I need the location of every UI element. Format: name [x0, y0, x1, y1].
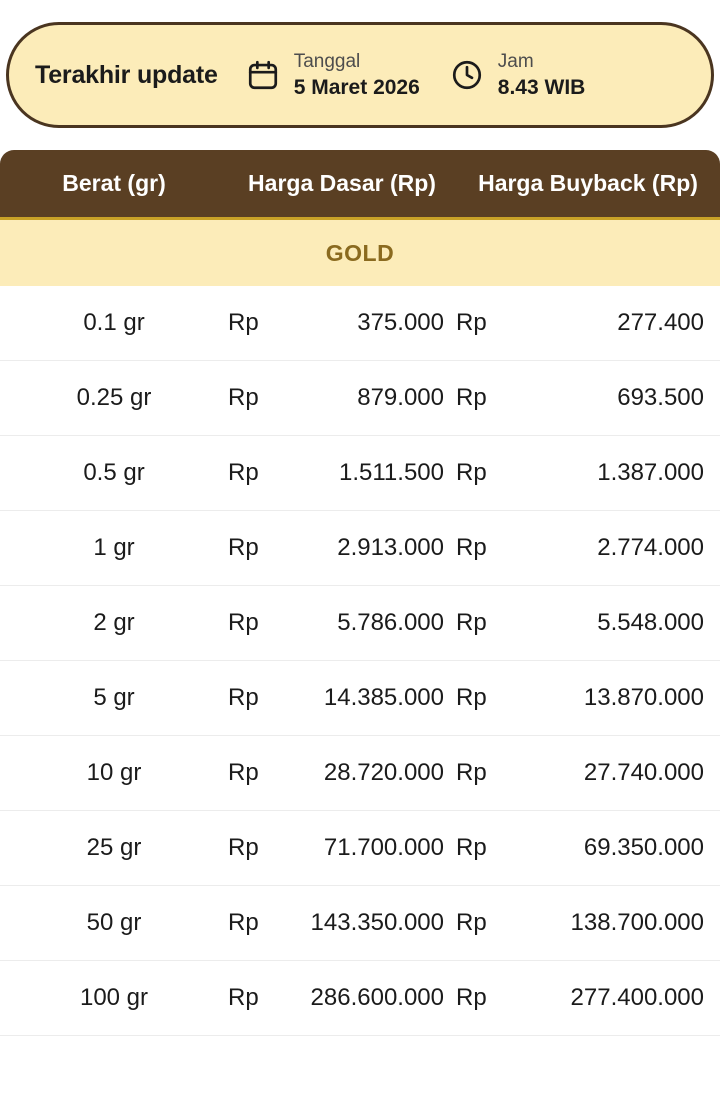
cell-weight: 5 gr — [93, 684, 135, 711]
table-row[interactable] — [0, 961, 720, 1036]
cell-base-price — [228, 459, 456, 487]
cell-weight: 50 gr — [86, 909, 142, 936]
section-label: GOLD — [325, 239, 395, 266]
cell-buyback-price — [456, 309, 720, 337]
currency-label: Rp — [228, 384, 259, 411]
currency-label: Rp — [228, 309, 259, 336]
table-section-gold — [0, 220, 720, 286]
buyback-price-amount: 13.870.000 — [583, 684, 704, 711]
base-price-amount: 286.600.000 — [310, 984, 444, 1011]
last-update-banner — [6, 22, 714, 128]
cell-base-price — [228, 534, 456, 562]
base-price-amount: 143.350.000 — [310, 909, 444, 936]
update-date-text — [294, 50, 420, 101]
table-row[interactable] — [0, 361, 720, 436]
buyback-price-amount: 1.387.000 — [597, 459, 704, 486]
cell-base-price — [228, 609, 456, 637]
cell-weight: 0.5 gr — [83, 459, 145, 486]
base-price-amount: 1.511.500 — [339, 459, 444, 486]
update-time-label: Jam — [497, 50, 534, 72]
calendar-icon — [246, 58, 280, 92]
base-price-amount: 14.385.000 — [323, 684, 444, 711]
currency-label: Rp — [228, 609, 259, 636]
buyback-price-amount: 693.500 — [617, 384, 704, 411]
currency-label: Rp — [456, 459, 487, 486]
clock-icon — [450, 58, 484, 92]
buyback-price-amount: 277.400.000 — [570, 984, 704, 1011]
currency-label: Rp — [228, 909, 259, 936]
update-time-value: 8.43 WIB — [497, 76, 586, 100]
cell-buyback-price — [456, 684, 720, 712]
currency-label: Rp — [456, 609, 487, 636]
currency-label: Rp — [456, 534, 487, 561]
update-date-group — [246, 50, 420, 101]
table-header-row — [0, 150, 720, 220]
currency-label: Rp — [456, 984, 487, 1011]
currency-label: Rp — [456, 759, 487, 786]
last-update-title: Terakhir update — [35, 60, 218, 89]
table-body — [0, 286, 720, 1036]
table-row[interactable] — [0, 886, 720, 961]
cell-weight: 10 gr — [86, 759, 142, 786]
cell-buyback-price — [456, 384, 720, 412]
base-price-amount: 879.000 — [357, 384, 444, 411]
cell-buyback-price — [456, 609, 720, 637]
column-header-weight: Berat (gr) — [62, 170, 166, 196]
base-price-amount: 5.786.000 — [337, 609, 444, 636]
column-header-buyback-price: Harga Buyback (Rp) — [478, 170, 698, 196]
table-row[interactable] — [0, 661, 720, 736]
currency-label: Rp — [228, 459, 259, 486]
cell-weight: 2 gr — [93, 609, 135, 636]
cell-base-price — [228, 984, 456, 1012]
currency-label: Rp — [456, 384, 487, 411]
currency-label: Rp — [228, 534, 259, 561]
column-header-base-price: Harga Dasar (Rp) — [248, 170, 436, 196]
cell-base-price — [228, 309, 456, 337]
buyback-price-amount: 27.740.000 — [583, 759, 704, 786]
buyback-price-amount: 138.700.000 — [570, 909, 704, 936]
base-price-amount: 2.913.000 — [337, 534, 444, 561]
table-row[interactable] — [0, 511, 720, 586]
table-row[interactable] — [0, 286, 720, 361]
cell-weight: 0.1 gr — [83, 309, 145, 336]
currency-label: Rp — [228, 984, 259, 1011]
cell-buyback-price — [456, 459, 720, 487]
update-date-value: 5 Maret 2026 — [293, 76, 420, 100]
cell-buyback-price — [456, 759, 720, 787]
cell-base-price — [228, 834, 456, 862]
base-price-amount: 28.720.000 — [323, 759, 444, 786]
gold-price-table — [0, 150, 720, 1036]
cell-base-price — [228, 909, 456, 937]
currency-label: Rp — [456, 684, 487, 711]
update-time-group — [450, 50, 586, 101]
cell-weight: 1 gr — [93, 534, 135, 561]
currency-label: Rp — [228, 759, 259, 786]
table-row[interactable] — [0, 586, 720, 661]
update-date-label: Tanggal — [293, 50, 361, 72]
table-row[interactable] — [0, 736, 720, 811]
cell-buyback-price — [456, 909, 720, 937]
cell-base-price — [228, 759, 456, 787]
currency-label: Rp — [456, 834, 487, 861]
buyback-price-amount: 2.774.000 — [597, 534, 704, 561]
buyback-price-amount: 5.548.000 — [597, 609, 704, 636]
currency-label: Rp — [456, 909, 487, 936]
cell-buyback-price — [456, 834, 720, 862]
buyback-price-amount: 69.350.000 — [583, 834, 704, 861]
currency-label: Rp — [228, 834, 259, 861]
cell-weight: 25 gr — [86, 834, 142, 861]
cell-buyback-price — [456, 534, 720, 562]
update-time-text — [498, 50, 586, 101]
cell-weight: 100 gr — [79, 984, 149, 1011]
cell-base-price — [228, 384, 456, 412]
currency-label: Rp — [228, 684, 259, 711]
cell-base-price — [228, 684, 456, 712]
cell-weight: 0.25 gr — [76, 384, 152, 411]
table-row[interactable] — [0, 811, 720, 886]
currency-label: Rp — [456, 309, 487, 336]
base-price-amount: 71.700.000 — [323, 834, 444, 861]
base-price-amount: 375.000 — [357, 309, 444, 336]
buyback-price-amount: 277.400 — [617, 309, 704, 336]
table-row[interactable] — [0, 436, 720, 511]
cell-buyback-price — [456, 984, 720, 1012]
